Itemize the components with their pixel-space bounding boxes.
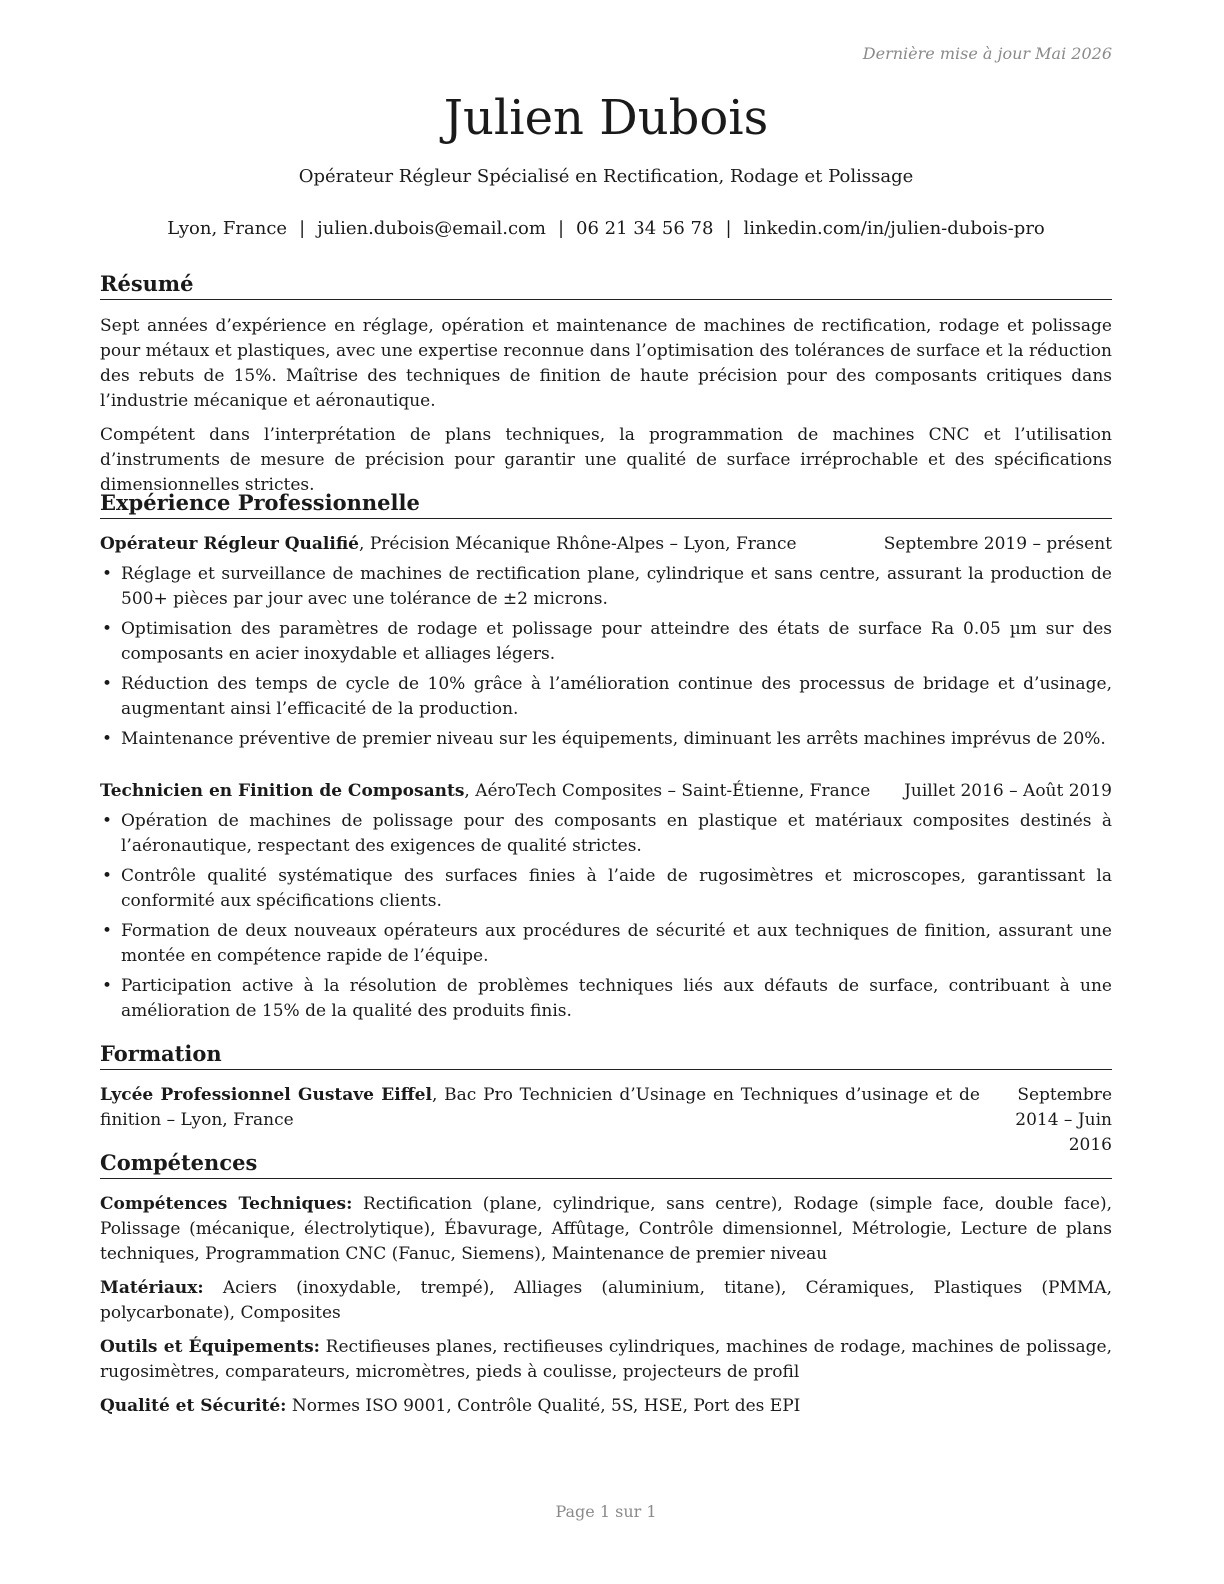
skill-group xyxy=(100,1192,1112,1267)
contact-line xyxy=(100,218,1112,239)
job-header xyxy=(100,779,1112,804)
bullet-text: Maintenance préventive de premier niveau sur les équipements, diminuant les arrêts machines imprévus de 20%. xyxy=(121,729,1106,749)
bullet-text: Opération de machines de polissage pour des composants en plastique et matériaux composites destinés à l’aéronautique, respectant des exigences de qualité strictes. xyxy=(121,811,1112,856)
contact-separator: | xyxy=(725,218,732,239)
job-header xyxy=(100,532,1112,557)
bullet-icon: • xyxy=(102,619,113,639)
contact-separator: | xyxy=(557,218,565,239)
bullet-icon: • xyxy=(102,976,113,996)
skill-label: Outils et Équipements: xyxy=(100,1337,320,1357)
job-bullet-list xyxy=(100,809,1112,1029)
bullet-text: Participation active à la résolution de problèmes techniques liés aux défauts de surface, contribuant à une amélioration de 15% de la qualité des produits finis. xyxy=(121,976,1112,1021)
headline: Opérateur Régleur Spécialisé en Rectification, Rodage et Polissage xyxy=(298,166,914,187)
section-title-education: Formation xyxy=(100,1040,1112,1070)
job-dates: Septembre 2019 – présent xyxy=(883,534,1112,554)
section-title-summary: Résumé xyxy=(100,270,1112,300)
bullet-icon: • xyxy=(102,564,113,584)
contact-separator: | xyxy=(299,218,306,239)
resume-page xyxy=(100,0,1112,1584)
candidate-name: Julien Dubois xyxy=(443,90,769,146)
list-item xyxy=(100,974,1112,1024)
list-item xyxy=(100,672,1112,722)
contact-location: Lyon, France xyxy=(167,218,288,239)
bullet-icon: • xyxy=(102,729,113,749)
job-role: Opérateur Régleur Qualifié xyxy=(100,534,360,554)
section-title-skills: Compétences xyxy=(100,1149,1112,1179)
education-school: Lycée Professionnel Gustave Eiffel xyxy=(100,1085,432,1105)
skill-label: Compétences Techniques: xyxy=(100,1194,353,1214)
last-updated: Dernière mise à jour Mai 2026 xyxy=(862,44,1112,63)
education-dates: Septembre 2014 – Juin 2016 xyxy=(1015,1085,1112,1155)
bullet-text: Réduction des temps de cycle de 10% grâce à l’amélioration continue des processus de bridage et d’usinage, augmentant ainsi l’efficacité de la production. xyxy=(121,674,1112,719)
bullet-icon: • xyxy=(102,811,113,831)
bullet-text: Réglage et surveillance de machines de rectification plane, cylindrique et sans centre, assurant la production de 500+ pièces par jour avec une tolérance de ±2 microns. xyxy=(121,564,1112,609)
bullet-text: Contrôle qualité systématique des surfaces finies à l’aide de rugosimètres et microscopes, garantissant la conformité aux spécifications clients. xyxy=(121,866,1112,911)
summary-paragraph: Sept années d’expérience en réglage, opération et maintenance de machines de rectification, rodage et polissage pour métaux et plastiques, avec une expertise reconnue dans l’optimisation des tolérances de surface et la réduction des rebuts de 15%. Maîtrise des techniques de finition de haute précision pour des composants critiques dans l’industrie mécanique et aéronautique. xyxy=(100,316,1112,411)
education-detail: , Bac Pro Technicien d’Usinage en Techniques d’usinage et de finition – Lyon, France xyxy=(100,1085,980,1130)
list-item xyxy=(100,727,1112,752)
skill-text: Rectifieuses planes, rectifieuses cylindriques, machines de rodage, machines de polissage, rugosimètres, comparateurs, micromètres, pieds à coulisse, projecteurs de profil xyxy=(100,1337,1112,1382)
skill-text: Aciers (inoxydable, trempé), Alliages (aluminium, titane), Céramiques, Plastiques (PMMA, polycarbonate), Composites xyxy=(100,1278,1112,1323)
skill-label: Qualité et Sécurité: xyxy=(100,1396,287,1416)
skill-text: Rectification (plane, cylindrique, sans centre), Rodage (simple face, double face), Polissage (mécanique, électrolytique), Ébavurage, Affûtage, Contrôle dimensionnel, Métrologie, Lecture de plans techniques, Programmation CNC (Fanuc, Siemens), Maintenance de premier niveau xyxy=(100,1194,1112,1264)
job-dates: Juillet 2016 – Août 2019 xyxy=(904,781,1112,801)
bullet-icon: • xyxy=(102,866,113,886)
summary-paragraph: Compétent dans l’interprétation de plans techniques, la programmation de machines CNC et l’utilisation d’instruments de mesure de précision pour garantir une qualité de surface irréprochable et des spécifications dimensionnelles strictes. xyxy=(100,425,1112,495)
bullet-icon: • xyxy=(102,674,113,694)
list-item xyxy=(100,809,1112,859)
job-company: , Précision Mécanique Rhône-Alpes – Lyon, France xyxy=(359,534,797,554)
skill-group xyxy=(100,1335,1112,1385)
list-item xyxy=(100,864,1112,914)
skill-text: Normes ISO 9001, Contrôle Qualité, 5S, HSE, Port des EPI xyxy=(286,1396,801,1416)
job-bullet-list xyxy=(100,562,1112,757)
page-number: Page 1 sur 1 xyxy=(555,1502,657,1521)
list-item xyxy=(100,617,1112,667)
bullet-text: Optimisation des paramètres de rodage et polissage pour atteindre des états de surface Ra 0.05 µm sur des composants en acier inoxydable et alliages légers. xyxy=(121,619,1112,664)
section-title-experience: Expérience Professionnelle xyxy=(100,489,1112,519)
contact-linkedin[interactable]: linkedin.com/in/julien-dubois-pro xyxy=(743,218,1045,239)
job-role: Technicien en Finition de Composants xyxy=(100,781,465,801)
skill-group xyxy=(100,1394,1112,1419)
job-company: , AéroTech Composites – Saint-Étienne, France xyxy=(464,781,871,801)
contact-phone: 06 21 34 56 78 xyxy=(576,218,714,239)
skill-group xyxy=(100,1276,1112,1326)
list-item xyxy=(100,562,1112,612)
bullet-icon: • xyxy=(102,921,113,941)
contact-email[interactable]: julien.dubois@email.com xyxy=(317,218,546,239)
skill-label: Matériaux: xyxy=(100,1278,204,1298)
list-item xyxy=(100,919,1112,969)
education-entry xyxy=(100,1083,1112,1158)
bullet-text: Formation de deux nouveaux opérateurs aux procédures de sécurité et aux techniques de finition, assurant une montée en compétence rapide de l’équipe. xyxy=(121,921,1112,966)
